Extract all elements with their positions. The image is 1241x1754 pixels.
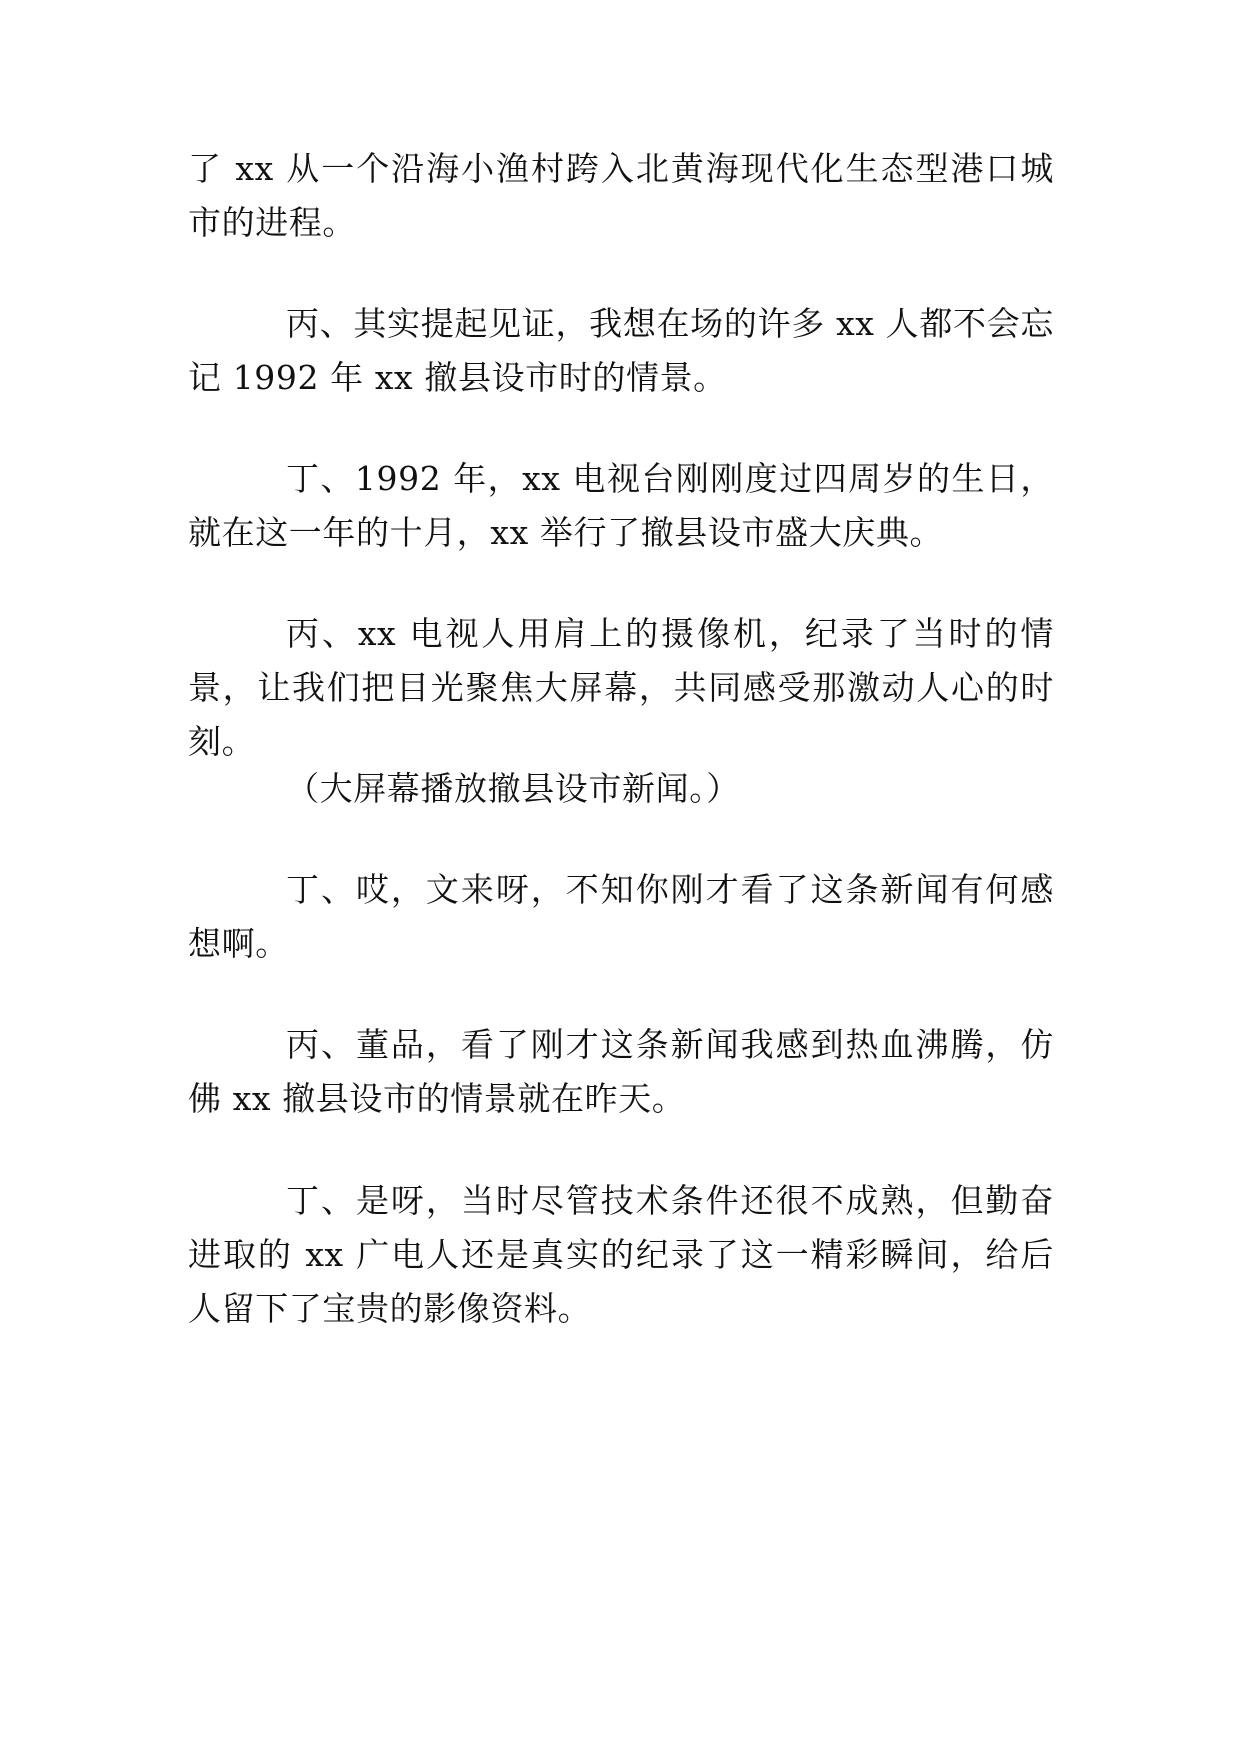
paragraph-8: 丁、是呀，当时尽管技术条件还很不成熟，但勤奋进取的 xx 广电人还是真实的纪录了这一精彩瞬间，给后人留下了宝贵的影像资料。 [188, 1181, 1054, 1328]
paragraph-4: 丙、xx 电视人用肩上的摄像机，纪录了当时的情景，让我们把目光聚焦大屏幕，共同感受那激动人心的时刻。 [188, 614, 1054, 761]
paragraph-3: 丁、1992 年，xx 电视台刚刚度过四周岁的生日，就在这一年的十月，xx 举行了撤县设市盛大庆典。 [188, 459, 1054, 552]
paragraph-6: 丁、哎，文来呀，不知你刚才看了这条新闻有何感想啊。 [188, 870, 1054, 963]
stage-direction: （大屏幕播放撤县设市新闻。） [286, 769, 740, 808]
paragraph-7: 丙、董品，看了刚才这条新闻我感到热血沸腾，仿佛 xx 撤县设市的情景就在昨天。 [188, 1025, 1054, 1118]
paragraph-1: 了 xx 从一个沿海小渔村跨入北黄海现代化生态型港口城市的进程。 [188, 149, 1054, 242]
paragraph-2: 丙、其实提起见证，我想在场的许多 xx 人都不会忘记 1992 年 xx 撤县设市时的情景。 [188, 304, 1054, 397]
